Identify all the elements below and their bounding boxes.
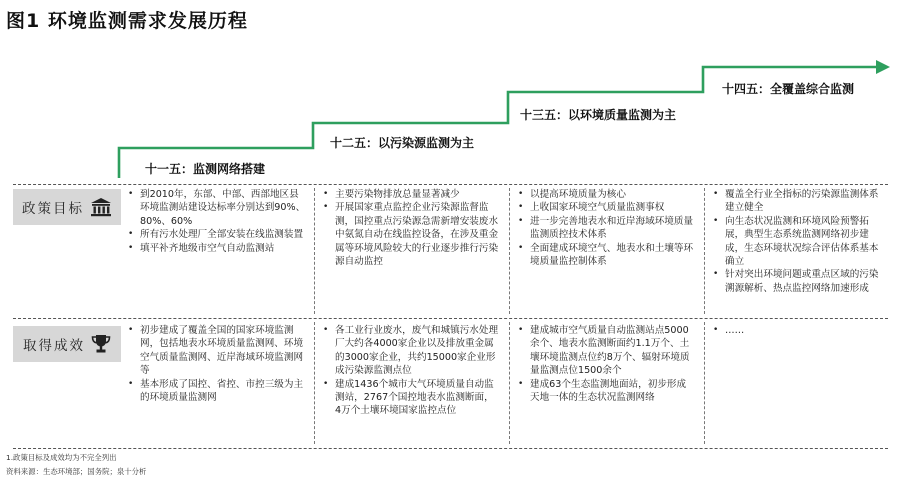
- policy-cell-12th: [321, 188, 499, 268]
- source-note: 资料来源：生态环境部；国务院；泉十分析: [6, 467, 147, 476]
- list-item: • 建成城市空气质量自动监测站点5000余个、地表水监测断面约1.1万个、土壤环境监测点位约8万个、辐射环境质量监测点位1500余个: [516, 324, 694, 378]
- results-cell-14th: [711, 324, 887, 337]
- row-divider-top: [13, 184, 888, 185]
- column-divider: [314, 188, 315, 314]
- list-item: • 全面建成环境空气、地表水和土壤等环境质量监控制体系: [516, 242, 694, 269]
- row-divider-bottom: [13, 448, 888, 449]
- column-divider: [704, 322, 705, 444]
- policy-cell-14th: [711, 188, 887, 295]
- list-item: • 基本形成了国控、省控、市控三级为主的环境质量监测网: [126, 378, 306, 405]
- phase-label-13th: 十三五：以环境质量监测为主: [520, 108, 677, 122]
- policy-cell-13th: [516, 188, 694, 268]
- results-cell-13th: [516, 324, 694, 404]
- trophy-icon: [91, 334, 111, 354]
- row-divider-middle: [13, 318, 888, 319]
- list-item: • 开展国家重点监控企业污染源监督监测，国控重点污染源急需新增安装废水中氨氮自动在线监控设备，在涉及重金属等环境风险较大的行业逐步推行污染源自动监控: [321, 201, 499, 268]
- list-item: • 到2010年，东部、中部、西部地区县环境监测站建设达标率分别达到90%、80%、60%: [126, 188, 306, 228]
- footnote: 1.政策目标及成效均为不完全列出: [6, 453, 117, 462]
- timeline-staircase: [0, 0, 900, 200]
- list-item: • 建成63个生态监测地面站，初步形成天地一体的生态状况监测网络: [516, 378, 694, 405]
- policy-cell-11th: [126, 188, 306, 255]
- list-item: • 主要污染物排放总量显著减少: [321, 188, 499, 201]
- list-item: • 上收国家环境空气质量监测事权: [516, 201, 694, 214]
- row-label-results: [13, 326, 121, 362]
- column-divider: [704, 188, 705, 314]
- list-item: • 向生态状况监测和环境风险预警拓展，典型生态系统监测网络初步建成，生态环境状况综合评估体系基本确立: [711, 215, 887, 269]
- list-item: • 建成1436个城市大气环境质量自动监测站，2767个国控地表水监测断面，4万个土壤环境国家监控点位: [321, 378, 499, 418]
- list-item: • 覆盖全行业全指标的污染源监测体系建立健全: [711, 188, 887, 215]
- list-item: • 填平补齐地级市空气自动监测站: [126, 242, 306, 255]
- list-item: • 以提高环境质量为核心: [516, 188, 694, 201]
- list-item: • 进一步完善地表水和近岸海域环境质量监测质控技术体系: [516, 215, 694, 242]
- phase-label-14th: 十四五：全覆盖综合监测: [722, 82, 855, 96]
- column-divider: [314, 322, 315, 444]
- row-label-text: 政策目标: [22, 201, 84, 217]
- results-cell-11th: [126, 324, 306, 404]
- row-label-text: 取得成效: [23, 338, 85, 354]
- column-divider: [509, 322, 510, 444]
- column-divider: [509, 188, 510, 314]
- list-item: • 针对突出环境问题或重点区域的污染溯源解析、热点监控网络加速形成: [711, 268, 887, 295]
- list-item: • 所有污水处理厂全部安装在线监测装置: [126, 228, 306, 241]
- page-title: 图1 环境监测需求发展历程: [6, 10, 248, 32]
- building-icon: [90, 197, 112, 217]
- row-label-policy-goals: [13, 189, 121, 225]
- list-item: • 初步建成了覆盖全国的国家环境监测网，包括地表水环境质量监测网、环境空气质量监测网、近岸海域环境监测网等: [126, 324, 306, 378]
- list-item: • ……: [711, 324, 887, 337]
- phase-label-12th: 十二五：以污染源监测为主: [330, 136, 475, 150]
- list-item: • 各工业行业废水，废气和城镇污水处理厂大约各4000家企业以及排放重金属的3000家企业，共约15000家企业形成污染源监测点位: [321, 324, 499, 378]
- phase-label-11th: 十一五：监测网络搭建: [145, 162, 266, 176]
- results-cell-12th: [321, 324, 499, 418]
